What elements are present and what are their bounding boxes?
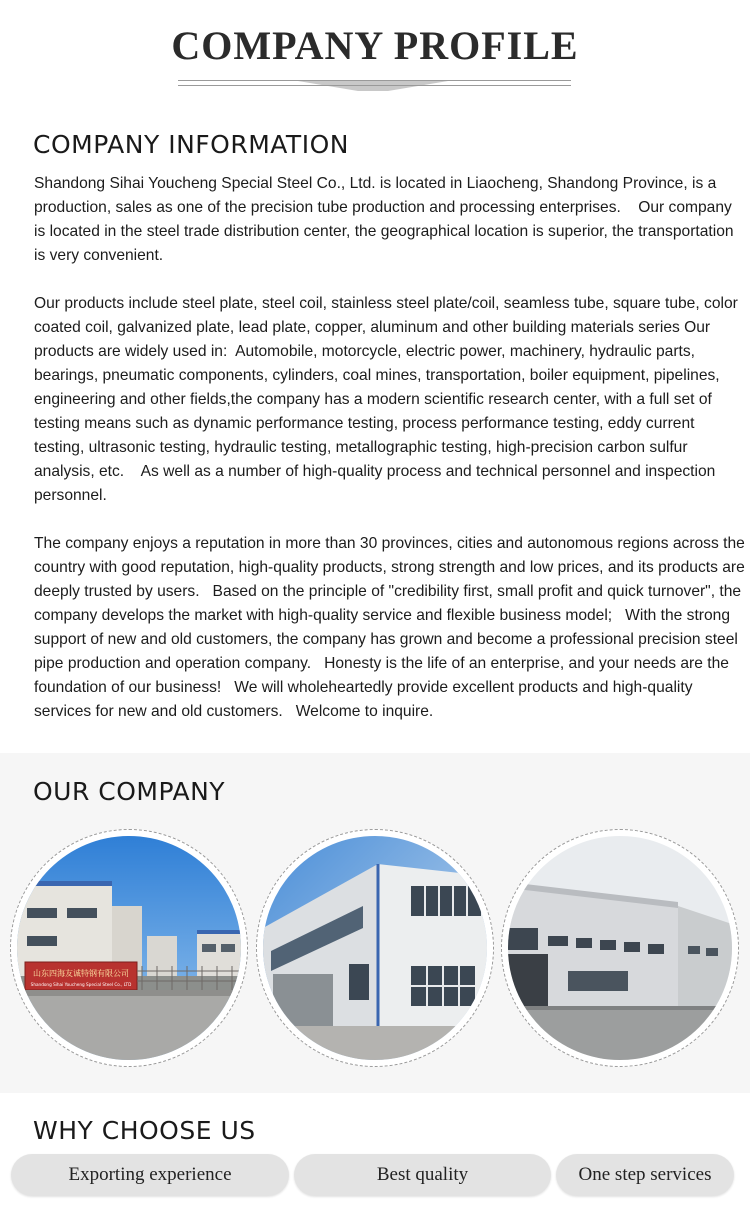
why-item-one-step-services: One step services	[556, 1154, 734, 1196]
info-paragraph: Our products include steel plate, steel coil, stainless steel plate/coil, seamless tube, square tube, color coated coil, galvanized plate, lead plate, copper, aluminum and other building materials series Our products are widely used in: Automobile, motorcycle, electric power, machinery, hydraulic parts, bearings, pneumatic components, cylinders, coal mines, transportation, boiler equipment, pipelines, engineering and other fields,the company has a modern scientific research center, with a full set of testing means such as dynamic performance testing, process performance testing, eddy current testing, ultrasonic testing, hydraulic testing, metallographic testing, high-precision carbon sulfur analysis, etc. As well as a number of high-quality process and technical personnel and inspection personnel.	[34, 295, 743, 504]
factory-gate-photo	[10, 829, 248, 1067]
why-item-exporting-experience: Exporting experience	[11, 1154, 289, 1196]
why-item-best-quality: Best quality	[294, 1154, 551, 1196]
info-paragraph: Shandong Sihai Youcheng Special Steel Co., Ltd. is located in Liaocheng, Shandong Province, is a production, sales as one of the precision tube production and processing enterprises. Our company is located in the steel trade distribution center, the geographical location is superior, the transportation is very convenient.	[34, 175, 738, 264]
warehouse-photo	[256, 829, 494, 1067]
sign-text-cn: 山东四海友诚特钢有限公司	[33, 969, 129, 978]
title-divider	[178, 80, 571, 92]
our-company-heading: OUR COMPANY	[33, 777, 226, 806]
why-choose-us-heading: WHY CHOOSE US	[33, 1116, 256, 1145]
company-information-body	[34, 172, 750, 748]
company-information-heading: COMPANY INFORMATION	[33, 130, 349, 159]
sign-text-en: Shandong Sihai Youcheng Special Steel Co., LTD	[30, 982, 132, 987]
info-paragraph: The company enjoys a reputation in more than 30 provinces, cities and autonomous regions across the country with good reputation, high-quality products, strong strength and low prices, and its products are deeply trusted by users. Based on the principle of "credibility first, small profit and quick turnover", the company develops the market with high-quality service and flexible business model; With the strong support of new and old customers, the company has grown and become a professional precision steel pipe production and operation company. Honesty is the life of an enterprise, and your needs are the foundation of our business! We will wholeheartedly provide excellent products and high-quality services for new and old customers. Welcome to inquire.	[34, 535, 750, 720]
page-title: COMPANY PROFILE	[171, 23, 579, 68]
workshop-photo	[501, 829, 739, 1067]
